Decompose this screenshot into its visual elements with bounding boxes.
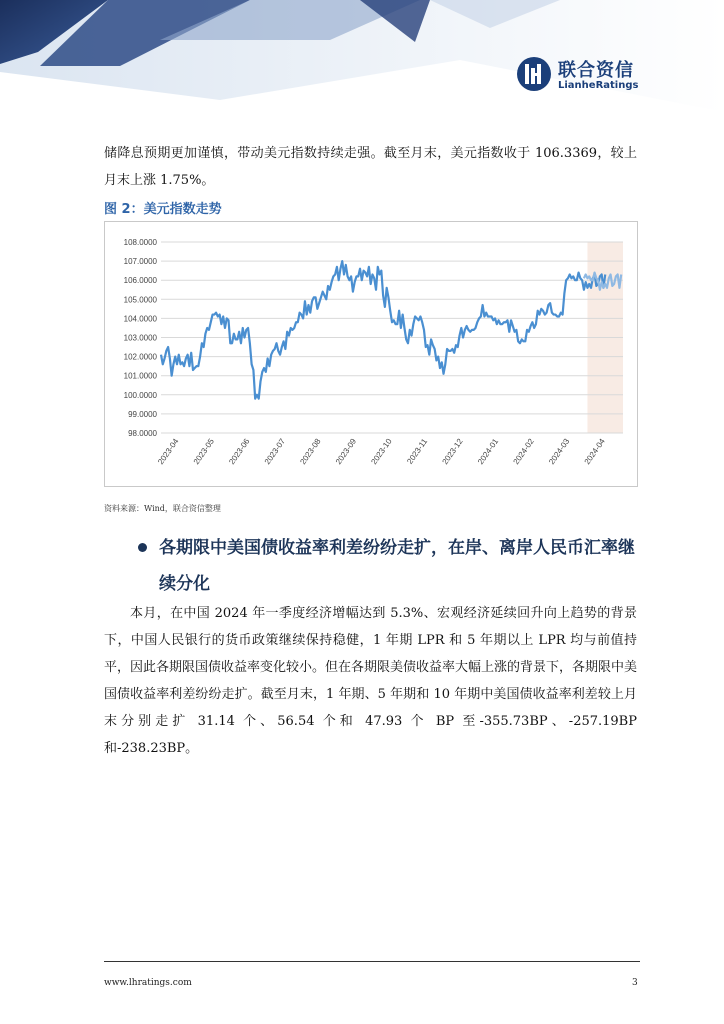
x-tick-label: 2023-06 — [227, 436, 252, 467]
dollar-index-chart — [104, 221, 638, 487]
bullet-icon — [138, 543, 147, 552]
y-tick-label: 98.0000 — [128, 429, 157, 438]
section-heading: 各期限中美国债收益率利差纷纷走扩，在岸、离岸人民币汇率继续分化 — [159, 538, 635, 594]
x-tick-label: 2023-09 — [333, 436, 359, 467]
y-tick-label: 104.0000 — [123, 314, 157, 324]
page-number: 3 — [632, 978, 638, 988]
x-tick-label: 2023-07 — [262, 436, 288, 467]
figure-title: 图 2：美元指数走势 — [104, 202, 222, 217]
x-tick-label: 2023-08 — [298, 436, 323, 467]
x-tick-label: 2024-01 — [476, 436, 501, 467]
y-tick-label: 108.0000 — [123, 238, 157, 247]
x-tick-label: 2023-05 — [191, 436, 216, 467]
y-tick-label: 99.0000 — [128, 409, 157, 419]
footer-url: www.lhratings.com — [104, 978, 192, 988]
chart-svg — [105, 222, 637, 486]
series-line — [161, 261, 605, 399]
y-tick-label: 102.0000 — [123, 352, 157, 362]
y-tick-label: 107.0000 — [123, 257, 157, 267]
company-logo — [516, 56, 646, 96]
x-tick-label: 2024-03 — [547, 436, 572, 467]
y-tick-label: 106.0000 — [123, 276, 157, 286]
x-tick-label: 2024-02 — [511, 436, 536, 467]
x-tick-label: 2023-12 — [440, 436, 465, 467]
y-tick-label: 100.0000 — [123, 390, 157, 400]
y-tick-label: 105.0000 — [123, 295, 157, 305]
x-tick-label: 2023-04 — [156, 436, 181, 467]
source-note: 资料来源：Wind，联合资信整理 — [104, 504, 221, 513]
x-tick-label: 2023-10 — [369, 436, 394, 467]
logo-chinese: 联合资信 — [558, 60, 634, 81]
logo-english: LianheRatings — [558, 80, 639, 91]
paragraph-dollar-index: 储降息预期更加谨慎，带动美元指数持续走强。截至月末，美元指数收于 106.3369，较上月末上涨 1.75%。 — [104, 146, 637, 188]
paragraph-spread: 本月，在中国 2024 年一季度经济增幅达到 5.3%、宏观经济延续回升向上趋势的背景下，中国人民银行的货币政策继续保持稳健，1 年期 LPR 和 5 年期以上 LPR 均与前值持平，因此各期限国债收益率变化较小。但在各期限美债收益率大幅上涨的背景下，各期限中美国债收益率利差纷纷走扩。截至月末，1 年期、5 年期和 10 年期中美国债收益率利差较上月末分别走扩 31.14 个、56.54 个和 47.93 个 BP 至-355.73BP、-257.19BP 和-238.23BP。 — [104, 606, 638, 756]
footer-divider — [104, 961, 640, 962]
logo-mark-icon — [516, 56, 552, 92]
y-tick-label: 103.0000 — [123, 333, 157, 343]
x-tick-label: 2024-04 — [582, 436, 607, 467]
x-tick-label: 2023-11 — [405, 436, 430, 466]
y-tick-label: 101.0000 — [123, 371, 157, 381]
